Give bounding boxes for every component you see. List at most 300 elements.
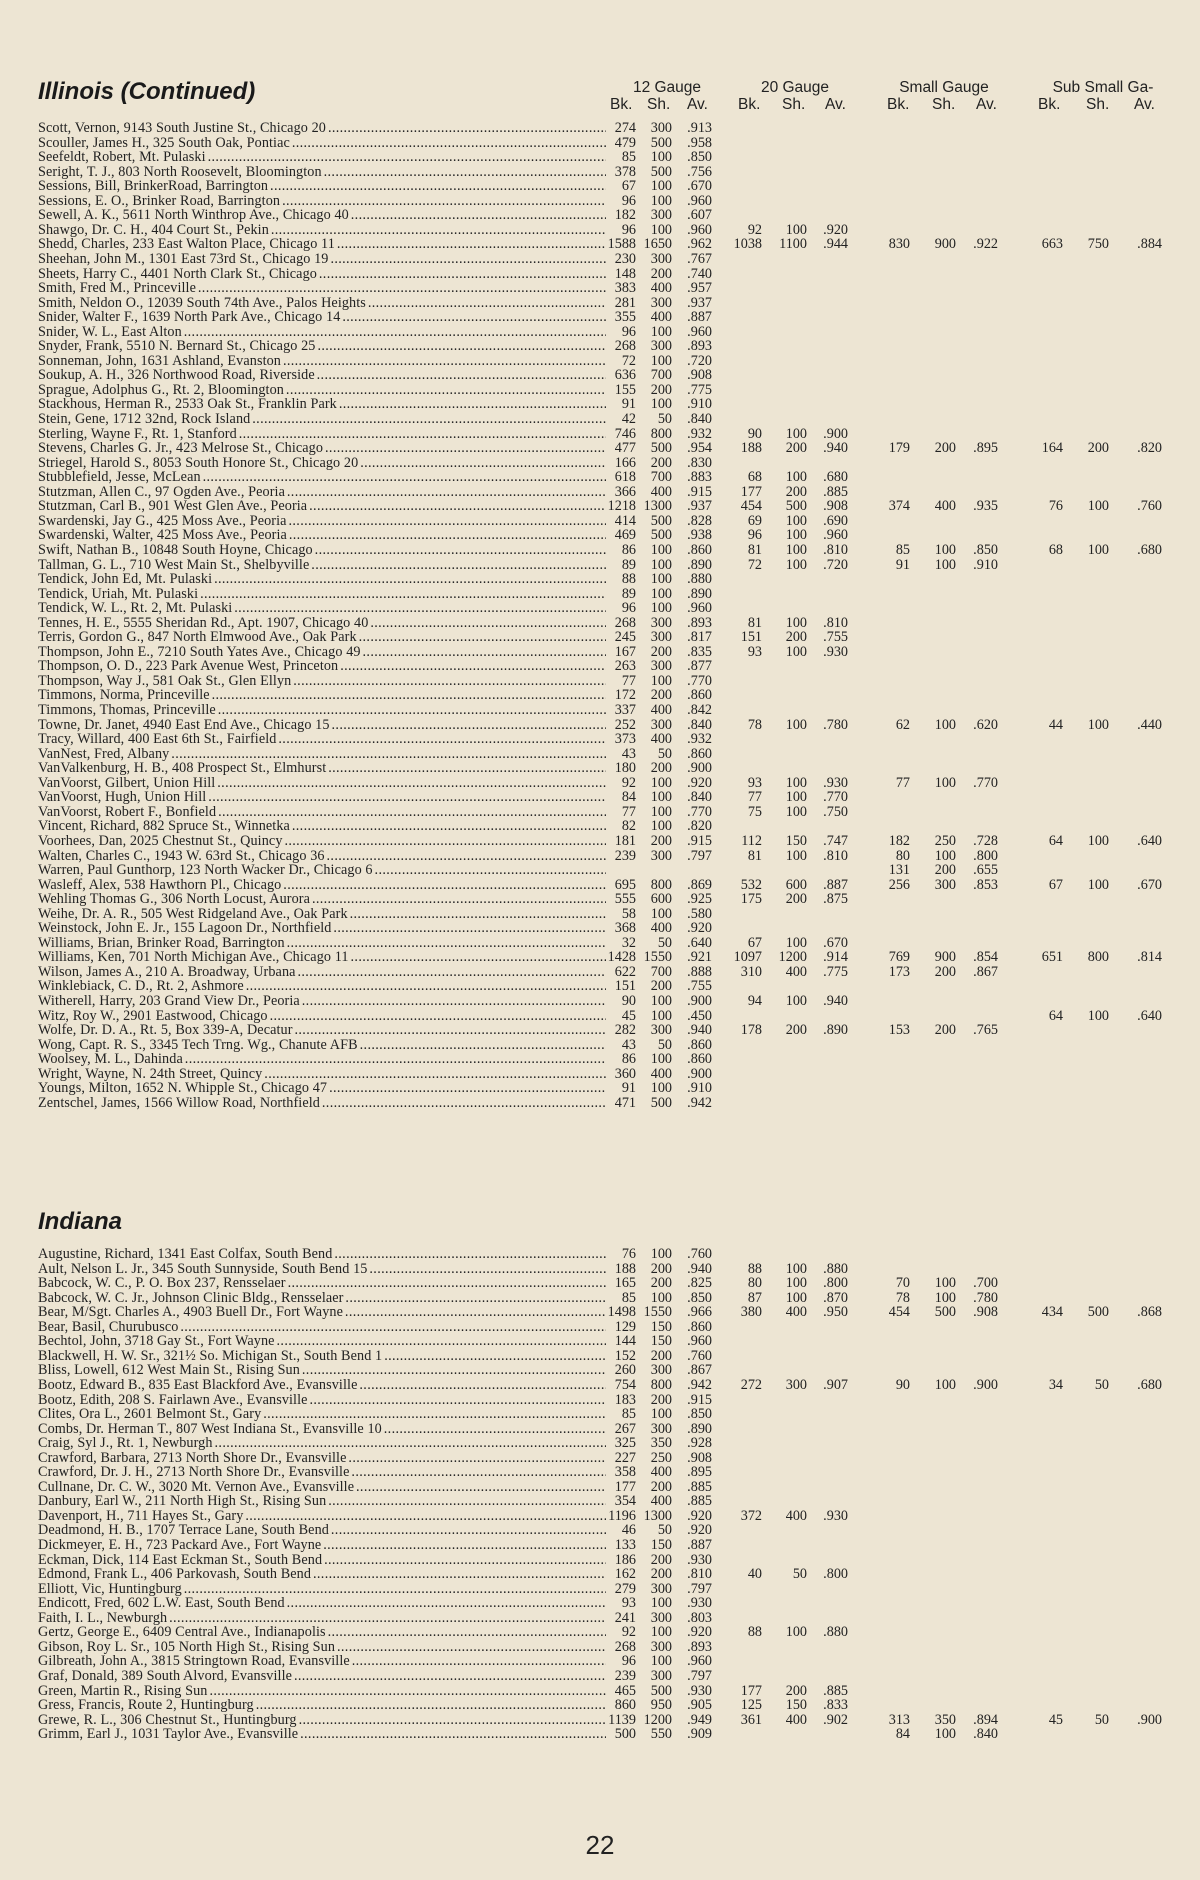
shooter-name: Graf, Donald, 389 South Alvord, Evansville . . . [38,1669,606,1684]
score-cell: 600 [650,891,672,908]
shooter-name: Weinstock, John E. Jr., 155 Lagoon Dr., Northfield . . . [38,921,606,936]
score-cell: .930 [687,1682,712,1699]
shooter-name: Zentschel, James, 1566 Willow Road, Northfield . . . [38,1096,606,1111]
score-cell: 100 [934,1726,956,1743]
score-cell: 100 [785,469,807,486]
table-row [0,1582,1200,1597]
score-cell: 454 [888,1304,910,1321]
score-cell: .921 [687,949,712,966]
score-cell: 64 [1048,832,1063,849]
score-cell: 373 [614,731,636,748]
score-cell: 100 [650,1080,672,1097]
score-cell: 100 [785,556,807,573]
shooter-name: Babcock, W. C., P. O. Box 237, Rensselaer . . . [38,1276,606,1291]
score-cell: .910 [687,396,712,413]
score-cell: 300 [650,1667,672,1684]
shooter-name: Sterling, Wayne F., Rt. 1, Stanford . . . [38,427,606,442]
score-cell: 555 [614,891,636,908]
score-cell: 267 [614,1420,636,1437]
score-cell: .958 [687,134,712,151]
score-cell: .900 [1137,1711,1162,1728]
shooter-name: Grimm, Earl J., 1031 Taylor Ave., Evansville . . . [38,1727,606,1742]
score-cell: 43 [621,1036,636,1053]
score-cell: 100 [785,774,807,791]
score-cell: 91 [895,556,910,573]
score-cell: 200 [785,483,807,500]
score-cell: 125 [740,1697,762,1714]
table-row [0,1596,1200,1611]
score-cell: 148 [614,265,636,282]
score-cell: 300 [650,207,672,224]
score-cell: .920 [687,774,712,791]
score-cell: 81 [747,614,762,631]
score-cell: 361 [740,1711,762,1728]
table-row [0,281,1200,296]
score-cell: 358 [614,1464,636,1481]
score-cell: .885 [823,1682,848,1699]
score-cell: 100 [934,541,956,558]
score-cell: 100 [785,789,807,806]
score-cell: 85 [621,1406,636,1423]
score-cell: 100 [785,221,807,238]
shooter-name: Tracy, Willard, 400 East 6th St., Fairfield . . . [38,732,606,747]
score-cell: 300 [650,1580,672,1597]
score-cell: 300 [650,338,672,355]
score-cell: .870 [823,1289,848,1306]
score-cell: .607 [687,207,712,224]
score-cell: .756 [687,163,712,180]
score-cell: .900 [687,760,712,777]
score-cell: 166 [614,454,636,471]
shooter-name: Snider, W. L., East Alton . . . [38,325,606,340]
score-cell: .962 [687,236,712,253]
score-cell: 64 [1048,1007,1063,1024]
score-cell: 100 [934,716,956,733]
score-cell: 227 [614,1449,636,1466]
score-cell: 414 [614,512,636,529]
score-cell: .670 [823,934,848,951]
score-cell: 374 [888,498,910,515]
score-cell: 82 [621,818,636,835]
table-row [0,732,1200,747]
score-cell: 239 [614,1667,636,1684]
score-cell: .817 [687,629,712,646]
score-cell: 300 [650,658,672,675]
header-sh: Sh. [1086,96,1110,113]
table-row [0,849,1200,864]
score-cell: 200 [650,1478,672,1495]
score-cell: .920 [687,920,712,937]
score-cell: .760 [1137,498,1162,515]
score-cell: .950 [823,1304,848,1321]
score-cell: 72 [747,556,762,573]
score-cell: 1588 [607,236,636,253]
table-row [0,819,1200,834]
score-cell: .867 [973,963,998,980]
header-12-gauge: 12 Gauge [632,79,702,96]
score-cell: 454 [740,498,762,515]
score-cell: .880 [823,1260,848,1277]
score-cell: 500 [785,498,807,515]
shooter-name: Thompson, John E., 7210 South Yates Ave., Chicago 49 . . . [38,645,606,660]
score-cell: 1218 [607,498,636,515]
table-row [0,892,1200,907]
score-cell: .909 [687,1726,712,1743]
score-cell: .760 [687,1246,712,1262]
score-cell: .835 [687,643,712,660]
score-cell: 200 [650,978,672,995]
table-row [0,1422,1200,1437]
score-cell: 77 [621,672,636,689]
score-cell: 1196 [608,1507,636,1524]
score-cell: .893 [687,614,712,631]
table-row [0,1480,1200,1495]
shooter-name: Wasleff, Alex, 538 Hawthorn Pl., Chicago . . . [38,878,606,893]
score-cell: .765 [973,1022,998,1039]
score-cell: 500 [650,440,672,457]
score-cell: .828 [687,512,712,529]
score-cell: .954 [687,440,712,457]
table-row [0,1393,1200,1408]
score-cell: .887 [687,1537,712,1553]
score-cell: 800 [650,425,672,442]
score-cell: 300 [650,1420,672,1437]
score-cell: .640 [1137,1007,1162,1024]
score-cell: .910 [687,1080,712,1097]
score-cell: .850 [687,1406,712,1423]
shooter-name: Gress, Francis, Route 2, Huntingburg . . . [38,1698,606,1713]
score-cell: 300 [650,120,672,136]
table-row [0,572,1200,587]
score-cell: 100 [785,614,807,631]
score-cell: .895 [687,1464,712,1481]
score-cell: 282 [614,1022,636,1039]
table-row [0,1276,1200,1291]
score-cell: 274 [614,120,636,136]
score-cell: 200 [785,1022,807,1039]
shooter-name: Wright, Wayne, N. 24th Street, Quincy . . . [38,1067,606,1082]
table-row [0,587,1200,602]
shooter-name: Terris, Gordon G., 847 North Elmwood Ave., Oak Park . . . [38,630,606,645]
score-cell: 100 [934,1289,956,1306]
table-row [0,1727,1200,1742]
shooter-name: Weihe, Dr. A. R., 505 West Ridgeland Ave., Oak Park . . . [38,907,606,922]
header-av: Av. [687,96,708,113]
score-cell: .800 [823,1275,848,1292]
score-cell: 400 [650,1464,672,1481]
score-cell: 400 [785,1507,807,1524]
score-cell: 100 [934,847,956,864]
section-title-indiana: Indiana [38,1208,123,1235]
shooter-name: Seefeldt, Robert, Mt. Pulaski . . . [38,150,606,165]
score-cell: 81 [747,847,762,864]
score-cell: 100 [650,1007,672,1024]
score-cell: .747 [823,832,848,849]
score-cell: 471 [614,1094,636,1111]
shooter-name: Davenport, H., 711 Hayes St., Gary . . . [38,1509,606,1524]
score-cell: .885 [823,483,848,500]
table-row [0,979,1200,994]
table-row [0,805,1200,820]
shooter-name: Tendick, Uriah, Mt. Pulaski . . . [38,587,606,602]
score-cell: 600 [785,876,807,893]
score-cell: .960 [823,527,848,544]
score-cell: 100 [785,934,807,951]
score-cell: 68 [1048,541,1063,558]
table-row [0,1334,1200,1349]
score-cell: .900 [687,1065,712,1082]
score-cell: 50 [657,1036,672,1053]
score-cell: 50 [657,1522,672,1539]
score-cell: 72 [621,352,636,369]
score-cell: 93 [747,643,762,660]
score-cell: .960 [687,1333,712,1350]
table-row [0,1096,1200,1111]
score-cell: 50 [1094,1711,1109,1728]
score-cell: 400 [650,702,672,718]
score-cell: 800 [1087,949,1109,966]
score-cell: 100 [650,905,672,922]
score-cell: 112 [741,832,762,849]
header-sh: Sh. [647,96,671,113]
table-row [0,965,1200,980]
score-cell: .860 [687,1051,712,1068]
shooter-name: Walten, Charles C., 1943 W. 63rd St., Chicago 36 . . . [38,849,606,864]
shooter-name: Timmons, Norma, Princeville . . . [38,688,606,703]
score-cell: .900 [973,1376,998,1393]
shooter-name: Vincent, Richard, 882 Spruce St., Winnetka . . . [38,819,606,834]
table-row [0,310,1200,325]
score-cell: .930 [823,1507,848,1524]
score-cell: 162 [614,1566,636,1583]
score-cell: 200 [934,1022,956,1039]
score-cell: .914 [823,949,848,966]
table-row [0,354,1200,369]
score-cell: .680 [823,469,848,486]
shooter-name: Soukup, A. H., 326 Northwood Road, Riverside . . . [38,368,606,383]
score-cell: 40 [747,1566,762,1583]
table-row [0,1611,1200,1626]
score-cell: 88 [747,1260,762,1277]
score-cell: 239 [614,847,636,864]
shooter-name: Winklebiack, C. D., Rt. 2, Ashmore . . . [38,979,606,994]
score-cell: 96 [621,192,636,209]
table-row [0,936,1200,951]
page-number: 22 [585,1830,615,1860]
score-cell: 67 [1048,876,1063,893]
score-cell: .867 [687,1362,712,1379]
score-cell: 700 [650,367,672,384]
score-cell: .853 [973,876,998,893]
score-cell: 100 [650,221,672,238]
score-cell: 181 [614,832,636,849]
score-cell: 34 [1048,1376,1063,1393]
score-cell: 92 [747,221,762,238]
score-cell: .450 [687,1007,712,1024]
score-cell: 188 [740,440,762,457]
shooter-name: Stubblefield, Jesse, McLean . . . [38,470,606,485]
score-cell: 178 [740,1022,762,1039]
score-cell: 256 [888,876,910,893]
score-cell: 479 [614,134,636,151]
table-row [0,645,1200,660]
score-cell: 100 [650,1624,672,1641]
score-cell: 69 [747,512,762,529]
score-cell: 1550 [643,1304,672,1321]
shooter-name: Grewe, R. L., 306 Chestnut St., Huntingburg . . . [38,1713,606,1728]
shooter-name: Blackwell, H. W. Sr., 321½ So. Michigan St., South Bend 1 . . . [38,1349,606,1364]
score-cell: 378 [614,163,636,180]
table-row [0,776,1200,791]
shooter-name: Wehling Thomas G., 306 North Locust, Aurora . . . [38,892,606,907]
score-cell: 400 [650,1065,672,1082]
score-cell: .580 [687,905,712,922]
header-20-gauge: 20 Gauge [760,79,830,96]
score-cell: 50 [657,934,672,951]
table-row [0,208,1200,223]
score-cell: 177 [740,1682,762,1699]
score-cell: 250 [650,1449,672,1466]
score-cell: .810 [823,847,848,864]
score-cell: .800 [823,1566,848,1583]
score-cell: .680 [1137,1376,1162,1393]
score-cell: .770 [823,789,848,806]
shooter-name: VanVoorst, Robert F., Bonfield . . . [38,805,606,820]
score-cell: .960 [687,1653,712,1670]
score-cell: 151 [614,978,636,995]
score-cell: 354 [614,1493,636,1510]
score-cell: .907 [823,1376,848,1393]
shooter-name: Gertz, George E., 6409 Central Ave., Indianapolis . . . [38,1625,606,1640]
score-cell: 200 [785,891,807,908]
score-cell: 100 [650,1289,672,1306]
shooter-name: Tendick, John Ed, Mt. Pulaski . . . [38,572,606,587]
shooter-name: Cullnane, Dr. C. W., 3020 Mt. Vernon Ave., Evansville . . . [38,1480,606,1495]
score-cell: 50 [657,745,672,762]
score-cell: 500 [650,163,672,180]
shooter-name: Sessions, E. O., Brinker Road, Barrington . . . [38,194,606,209]
table-row [0,1669,1200,1684]
score-cell: 173 [888,963,910,980]
score-cell: 230 [614,250,636,267]
score-cell: 500 [650,1682,672,1699]
score-cell: .770 [687,803,712,820]
score-cell: 200 [934,862,956,879]
score-cell: 100 [650,149,672,166]
shooter-name: Stackhous, Herman R., 2533 Oak St., Franklin Park . . . [38,397,606,412]
shooter-name: Combs, Dr. Herman T., 807 West Indiana St., Evansville 10 . . . [38,1422,606,1437]
table-row [0,921,1200,936]
score-cell: .860 [687,1036,712,1053]
score-cell: .670 [1137,876,1162,893]
score-cell: 92 [621,1624,636,1641]
score-cell: 94 [747,993,762,1009]
table-row [0,150,1200,165]
shooter-name: Shawgo, Dr. C. H., 404 Court St., Pekin . . . [38,223,606,238]
score-cell: 200 [650,1391,672,1408]
shooter-name: Augustine, Richard, 1341 East Colfax, South Bend . . . [38,1247,606,1262]
score-cell: .780 [973,1289,998,1306]
table-row [0,616,1200,631]
score-cell: .915 [687,483,712,500]
score-cell: 400 [785,1304,807,1321]
score-cell: 500 [650,134,672,151]
score-cell: .908 [687,1449,712,1466]
score-cell: 300 [650,629,672,646]
score-cell: .868 [1137,1304,1162,1321]
score-cell: 100 [785,541,807,558]
score-cell: 80 [747,1275,762,1292]
score-cell: 100 [1087,876,1109,893]
score-cell: 177 [740,483,762,500]
score-cell: 268 [614,614,636,631]
score-cell: 469 [614,527,636,544]
table-row [0,1465,1200,1480]
score-cell: .860 [687,1318,712,1335]
score-cell: 85 [621,149,636,166]
score-cell: .680 [1137,541,1162,558]
table-row [0,1363,1200,1378]
table-row [0,1247,1200,1262]
score-cell: 746 [614,425,636,442]
score-cell: 900 [934,236,956,253]
table-row [0,441,1200,456]
score-cell: 268 [614,338,636,355]
score-cell: .700 [973,1275,998,1292]
table-row [0,1052,1200,1067]
score-cell: 1498 [607,1304,636,1321]
score-cell: 89 [621,585,636,602]
score-cell: .860 [687,541,712,558]
header-av: Av. [825,96,846,113]
score-cell: 245 [614,629,636,646]
table-row [0,950,1200,965]
score-cell: .966 [687,1304,712,1321]
shooter-name: Thompson, Way J., 581 Oak St., Glen Ellyn . . . [38,674,606,689]
score-cell: 152 [614,1347,636,1364]
shooter-name: Eckman, Dick, 114 East Eckman St., South Bend . . . [38,1553,606,1568]
score-cell: 100 [650,1653,672,1670]
score-cell: 1100 [779,236,807,253]
table-row [0,470,1200,485]
score-cell: 180 [614,760,636,777]
table-row [0,412,1200,427]
score-cell: 830 [888,236,910,253]
score-cell: 165 [614,1275,636,1292]
score-cell: 350 [934,1711,956,1728]
score-cell: 100 [785,425,807,442]
score-cell: 663 [1041,236,1063,253]
shooter-name: Danbury, Earl W., 211 North High St., Rising Sun . . . [38,1494,606,1509]
score-cell: .875 [823,891,848,908]
shooter-name: Swardenski, Jay G., 425 Moss Ave., Peoria . . . [38,514,606,529]
score-cell: 62 [895,716,910,733]
shooter-name: Timmons, Thomas, Princeville . . . [38,703,606,718]
shooter-name: Wong, Capt. R. S., 3345 Tech Trng. Wg., Chanute AFB . . . [38,1038,606,1053]
score-cell: 77 [747,789,762,806]
table-row [0,427,1200,442]
score-cell: 85 [621,1289,636,1306]
score-cell: 76 [1048,498,1063,515]
score-cell: .820 [687,818,712,835]
score-cell: 150 [650,1333,672,1350]
score-cell: 500 [934,1304,956,1321]
score-cell: 532 [740,876,762,893]
table-row [0,368,1200,383]
score-cell: .877 [687,658,712,675]
score-cell: .755 [823,629,848,646]
score-cell: .925 [687,891,712,908]
